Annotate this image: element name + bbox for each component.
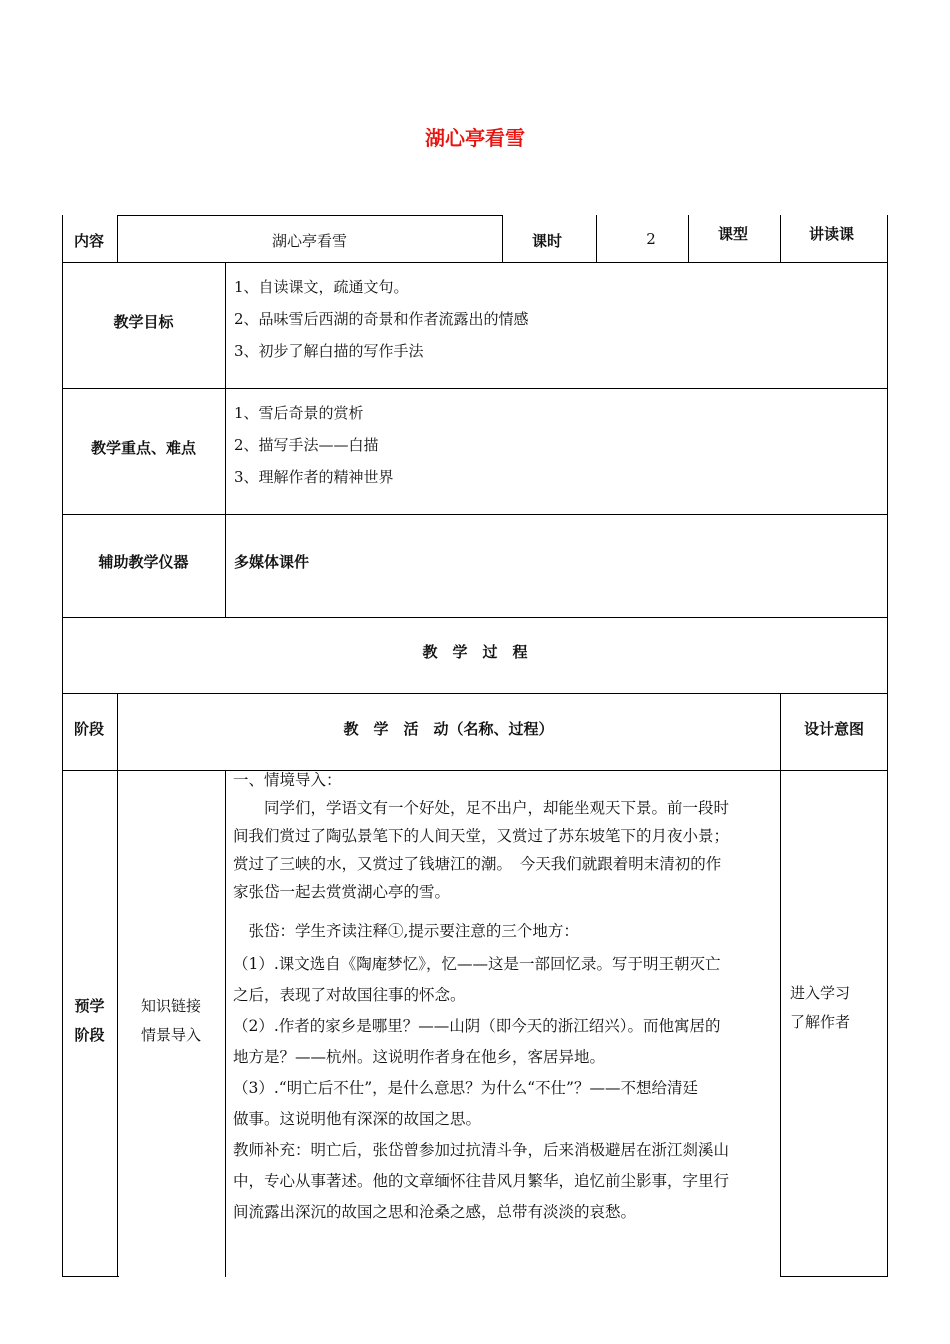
class-hours-label: 课时 (532, 232, 563, 250)
supplement-line: 教师补充：明亡后，张岱曾参加过抗清斗争，后来消极避居在浙江剡溪山 (233, 1141, 730, 1159)
process-heading: 教 学 过 程 (422, 643, 528, 661)
row-divider (62, 514, 888, 515)
note-line: （3）.“明亡后不仕”，是什么意思？为什么“不仕”？——不想给清廷 (233, 1079, 698, 1097)
intent-cell (790, 979, 850, 1037)
intro-line: 赏过了三峡的水，又赏过了钱塘江的潮。 今天我们就跟着明末清初的作 (233, 855, 722, 873)
note-line: （1）.课文选自《陶庵梦忆》，忆——这是一部回忆录。写于明王朝灭亡 (233, 955, 721, 973)
equipment-value: 多媒体课件 (234, 553, 310, 571)
row-divider (62, 693, 888, 694)
col-divider (225, 770, 226, 1277)
activity-column-header: 教 学 活 动（名称、过程） (343, 720, 554, 738)
activity-content (233, 770, 729, 1228)
notes-paragraph (233, 949, 729, 1135)
class-hours-value: 2 (646, 230, 656, 248)
table-border-left (62, 215, 63, 1277)
intro-paragraph (233, 794, 729, 906)
key-points-list (234, 397, 394, 493)
col-divider (780, 693, 781, 1277)
lesson-type-label: 课型 (718, 225, 749, 243)
supplement-line: 中，专心从事著述。他的文章缅怀往昔风月繁华，追忆前尘影事，字里行 (233, 1172, 730, 1190)
table-border-right (887, 215, 888, 1277)
section-title: 一、情境导入： (233, 771, 342, 789)
goals-label: 教学目标 (113, 313, 174, 331)
intro-line: 同学们，学语文有一个好处，足不出户，却能坐观天下景。前一段时 (233, 799, 730, 817)
intent-line: 了解作者 (790, 1013, 851, 1031)
content-value-top-border (117, 215, 502, 216)
row-bottom-segment (62, 1276, 119, 1277)
supplement-line: 间流露出深沉的故国之思和沧桑之感，总带有淡淡的哀愁。 (233, 1203, 637, 1221)
col-divider (117, 693, 118, 1277)
row-divider (62, 262, 888, 263)
intent-line: 进入学习 (790, 984, 851, 1002)
note-line: 地方是？——杭州。这说明作者身在他乡，客居异地。 (233, 1048, 606, 1066)
goal-item: 3、初步了解白描的写作手法 (234, 342, 424, 360)
content-label: 内容 (74, 232, 105, 250)
stage-cell (62, 992, 117, 1050)
sub-stage-line: 情景导入 (140, 1026, 201, 1044)
note-line: （2）.作者的家乡是哪里？——山阴（即今天的浙江绍兴）。而他寓居的 (233, 1017, 721, 1035)
intent-column-header: 设计意图 (803, 720, 864, 738)
goal-item: 2、品味雪后西湖的奇景和作者流露出的情感 (234, 310, 529, 328)
col-divider (780, 215, 781, 262)
document-title: 湖心亭看雪 (425, 126, 525, 150)
author-lead: 张岱：学生齐读注释①,提示要注意的三个地方： (233, 922, 579, 940)
stage-line: 预学 (74, 997, 105, 1015)
stage-line: 阶段 (74, 1026, 105, 1044)
row-bottom-segment (780, 1276, 888, 1277)
intro-line: 间我们赏过了陶弘景笔下的人间天堂，又赏过了苏东坡笔下的月夜小景； (233, 827, 730, 845)
key-point-item: 2、描写手法——白描 (234, 436, 379, 454)
key-point-item: 1、雪后奇景的赏析 (234, 404, 364, 422)
note-line: 之后，表现了对故国往事的怀念。 (233, 986, 466, 1004)
sub-stage-cell (117, 992, 225, 1050)
col-divider (502, 215, 503, 262)
col-divider (225, 262, 226, 617)
goal-item: 1、自读课文，疏通文句。 (234, 278, 409, 296)
stage-column-header: 阶段 (74, 720, 105, 738)
key-point-item: 3、理解作者的精神世界 (234, 468, 394, 486)
key-points-label: 教学重点、难点 (90, 439, 196, 457)
row-divider (62, 617, 888, 618)
intro-line: 家张岱一起去赏赏湖心亭的雪。 (233, 883, 451, 901)
goals-list (234, 271, 529, 367)
content-value: 湖心亭看雪 (271, 232, 347, 250)
note-line: 做事。这说明他有深深的故国之思。 (233, 1110, 482, 1128)
supplement-paragraph (233, 1135, 729, 1228)
equipment-label: 辅助教学仪器 (98, 553, 189, 571)
sub-stage-line: 知识链接 (140, 997, 201, 1015)
lesson-type-value: 讲读课 (809, 225, 855, 243)
row-divider (62, 388, 888, 389)
